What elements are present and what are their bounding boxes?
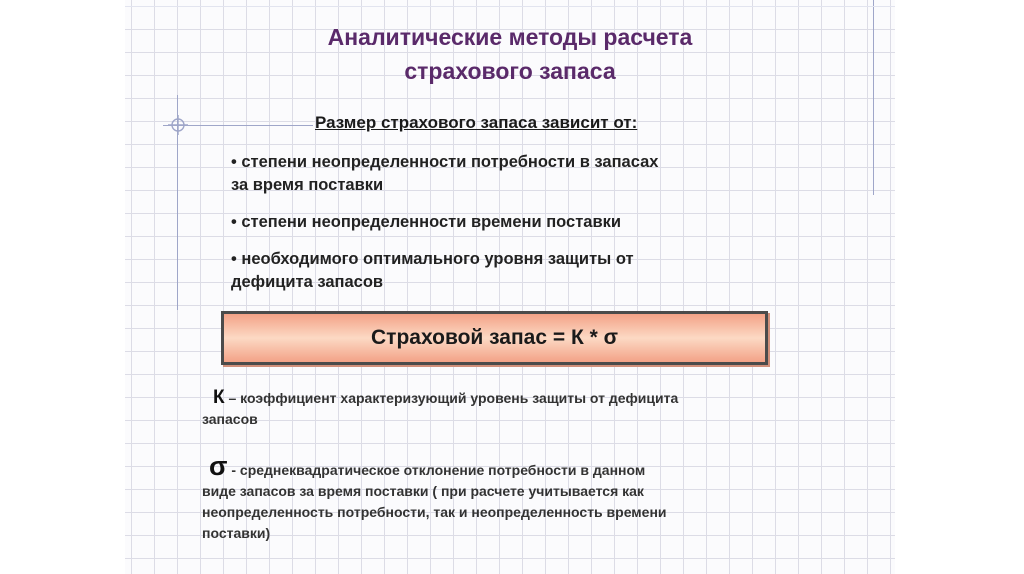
definition-sigma-line1 (202, 451, 822, 481)
bullet-item (231, 151, 831, 197)
definition-sigma-line2: виде запасов за время поставки ( при расчете учитывается как (202, 483, 644, 499)
definition-k-text: – коэффициент характеризующий уровень защиты от дефицита (224, 390, 679, 406)
slide-subtitle: Размер страхового запаса зависит от: (315, 113, 638, 132)
definition-sigma-text: - среднеквадратическое отклонение потребности в данном (227, 462, 646, 478)
slide (125, 0, 895, 574)
slide-title (125, 20, 895, 88)
bullet-text: • необходимого оптимального уровня защиты от (231, 250, 634, 268)
definition-k-line2: запасов (202, 411, 258, 427)
definition-sigma (202, 451, 822, 544)
crosshair-icon (168, 115, 188, 135)
bullet-text: • степени неопределенности потребности в запасах (231, 153, 659, 171)
definition-k-line1 (202, 387, 802, 409)
k-symbol: К (213, 387, 225, 408)
definition-k (202, 387, 802, 430)
bullet-list (231, 151, 831, 308)
sigma-symbol: σ (209, 451, 228, 481)
formula-box (221, 311, 768, 365)
definition-sigma-line4: поставки) (202, 525, 271, 541)
definition-sigma-line3: неопределенность потребности, так и неопределенность времени (202, 504, 667, 520)
bullet-text-continued: дефицита запасов (231, 273, 384, 291)
formula-text: Страховой запас = К * σ (371, 326, 618, 349)
slide-title-line2: страхового запаса (404, 58, 616, 84)
bullet-item (231, 211, 831, 234)
bullet-item (231, 248, 831, 294)
bullet-text-continued: за время поставки (231, 176, 384, 194)
slide-title-line1: Аналитические методы расчета (327, 24, 693, 50)
bullet-text: • степени неопределенности времени поставки (231, 213, 622, 231)
top-guide-line (125, 6, 895, 7)
